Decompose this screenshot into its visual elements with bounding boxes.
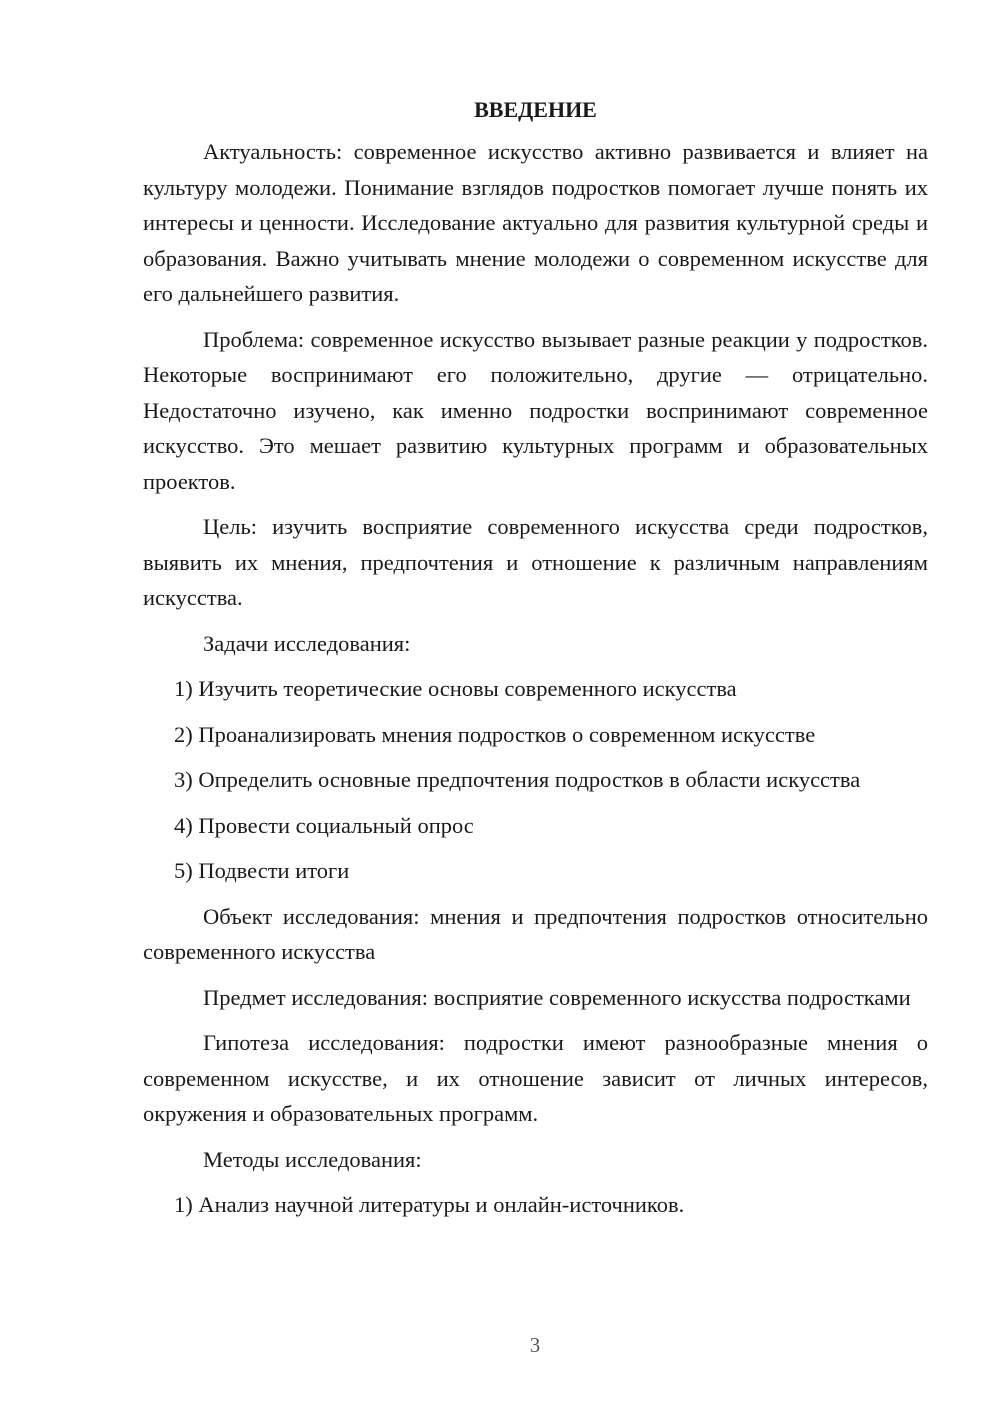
subject-paragraph: Предмет исследования: восприятие современного искусства подростками [203,984,911,1010]
task-item-4: 4) Провести социальный опрос [174,812,474,838]
object-paragraph: Объект исследования: мнения и предпочтения подростков относительно современного искусства [143,903,928,964]
task-item-2: 2) Проанализировать мнения подростков о современном искусстве [174,721,816,747]
method-item-1: 1) Анализ научной литературы и онлайн-источников. [174,1192,685,1217]
document-page [143,92,928,1233]
task-item-3: 3) Определить основные предпочтения подростков в области искусства [174,767,861,792]
task-item-5: 5) Подвести итоги [174,858,350,883]
methods-heading: Методы исследования: [203,1146,422,1172]
goal-paragraph: Цель: изучить восприятие современного искусства среди подростков, выявить их мнения, предпочтения и отношение к различным направлениям искусства. [143,514,928,610]
problem-paragraph: Проблема: современное искусство вызывает разные реакции у подростков. Некоторые воспринимают его положительно, другие — отрицательно. Недостаточно изучено, как именно подростки воспринимают современное искусство. Это мешает развитию культурных программ и образовательных проектов. [143,326,928,494]
page-title: ВВЕДЕНИЕ [474,97,597,122]
task-item-1: 1) Изучить теоретические основы современного искусства [174,676,737,701]
relevance-paragraph: Актуальность: современное искусство активно развивается и влияет на культуру молодежи. Понимание взглядов подростков помогает лучше понять их интересы и ценности. Исследование актуально для развития культурной среды и образования. Важно учитывать мнение молодежи о современном искусстве для его дальнейшего развития. [143,139,928,306]
page-number: 3 [529,1333,541,1357]
hypothesis-paragraph: Гипотеза исследования: подростки имеют разнообразные мнения о современном искусстве, и их отношение зависит от личных интересов, окружения и образовательных программ. [143,1030,928,1126]
tasks-heading: Задачи исследования: [203,630,411,656]
